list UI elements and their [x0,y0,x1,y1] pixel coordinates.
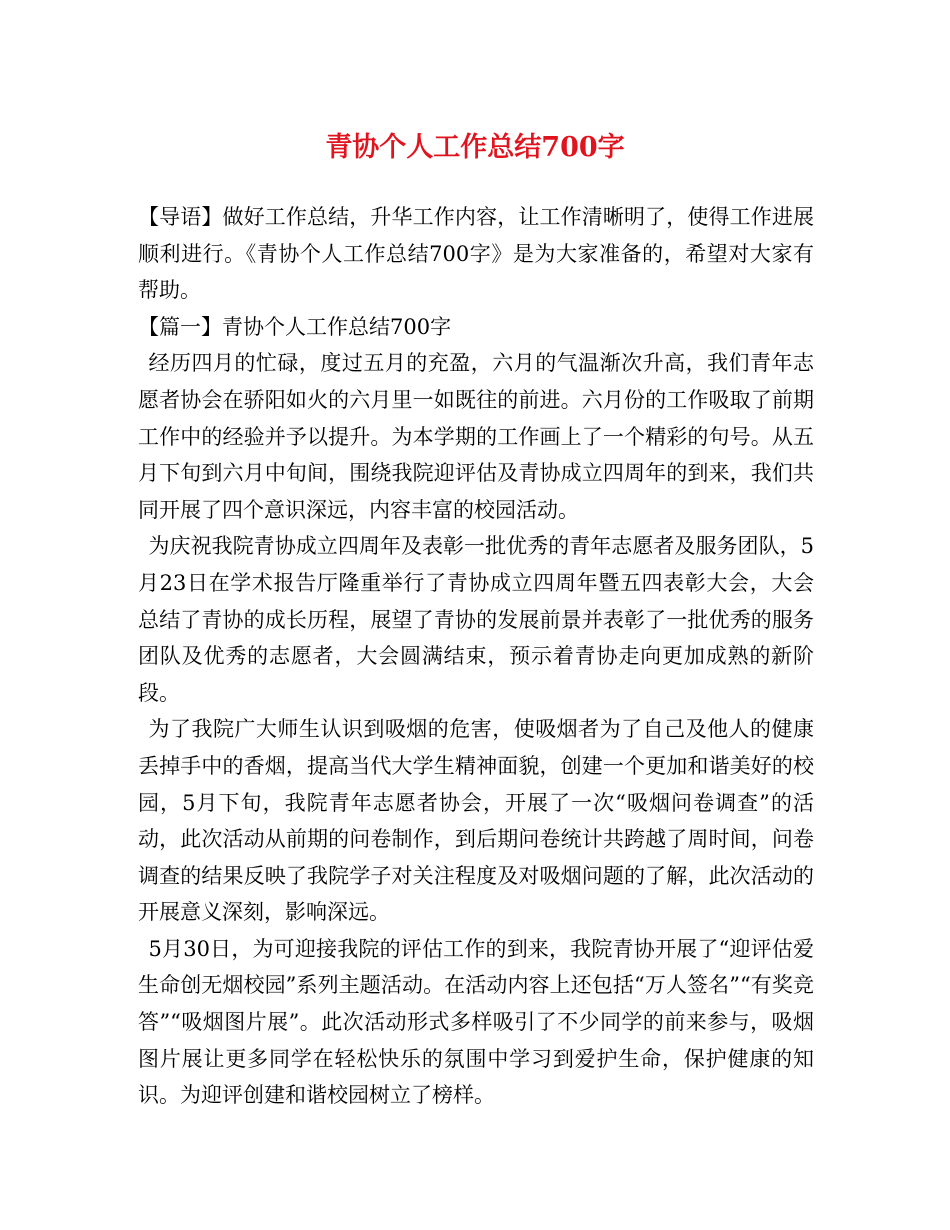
body-paragraph: 5月30日，为可迎接我院的评估工作的到来，我院青协开展了“迎评估爱生命创无烟校园”系列主题活动。在活动内容上还包括“万人签名”“有奖竞答”“吸烟图片展”。此次活动形式多样吸引了不少同学的前来参与，吸烟图片展让更多同学在轻松快乐的氛围中学习到爱护生命，保护健康的知识。为迎评创建和谐校园树立了榜样。 [138,936,814,1108]
intro-paragraph: 【导语】做好工作总结，升华工作内容，让工作清晰明了，使得工作进展顺利进行。《青协个人工作总结700字》是为大家准备的，希望对大家有帮助。 [138,205,814,303]
document-title: 青协个人工作总结700字 [325,132,625,163]
body-paragraph: 为了我院广大师生认识到吸烟的危害，使吸烟者为了自己及他人的健康丢掉手中的香烟，提高当代大学生精神面貌，创建一个更加和谐美好的校园，5月下旬，我院青年志愿者协会，开展了一次“吸烟问卷调查”的活动，此次活动从前期的问卷制作，到后期问卷统计共跨越了周时间，问卷调查的结果反映了我院学子对关注程度及对吸烟问题的了解，此次活动的开展意义深刻，影响深远。 [138,717,814,925]
document-body [138,199,814,1114]
section-heading: 【篇一】青协个人工作总结700字 [138,314,452,339]
body-paragraph: 为庆祝我院青协成立四周年及表彰一批优秀的青年志愿者及服务团队，5月23日在学术报告厅隆重举行了青协成立四周年暨五四表彰大会，大会总结了青协的成长历程，展望了青协的发展前景并表彰了一批优秀的服务团队及优秀的志愿者，大会圆满结束，预示着青协走向更加成熟的新阶段。 [138,534,814,705]
body-paragraph: 经历四月的忙碌，度过五月的充盈，六月的气温渐次升高，我们青年志愿者协会在骄阳如火的六月里一如既往的前进。六月份的工作吸取了前期工作中的经验并予以提升。为本学期的工作画上了一个精彩的句号。从五月下旬到六月中旬间，围绕我院迎评估及青协成立四周年的到来，我们共同开展了四个意识深远，内容丰富的校园活动。 [138,351,814,522]
